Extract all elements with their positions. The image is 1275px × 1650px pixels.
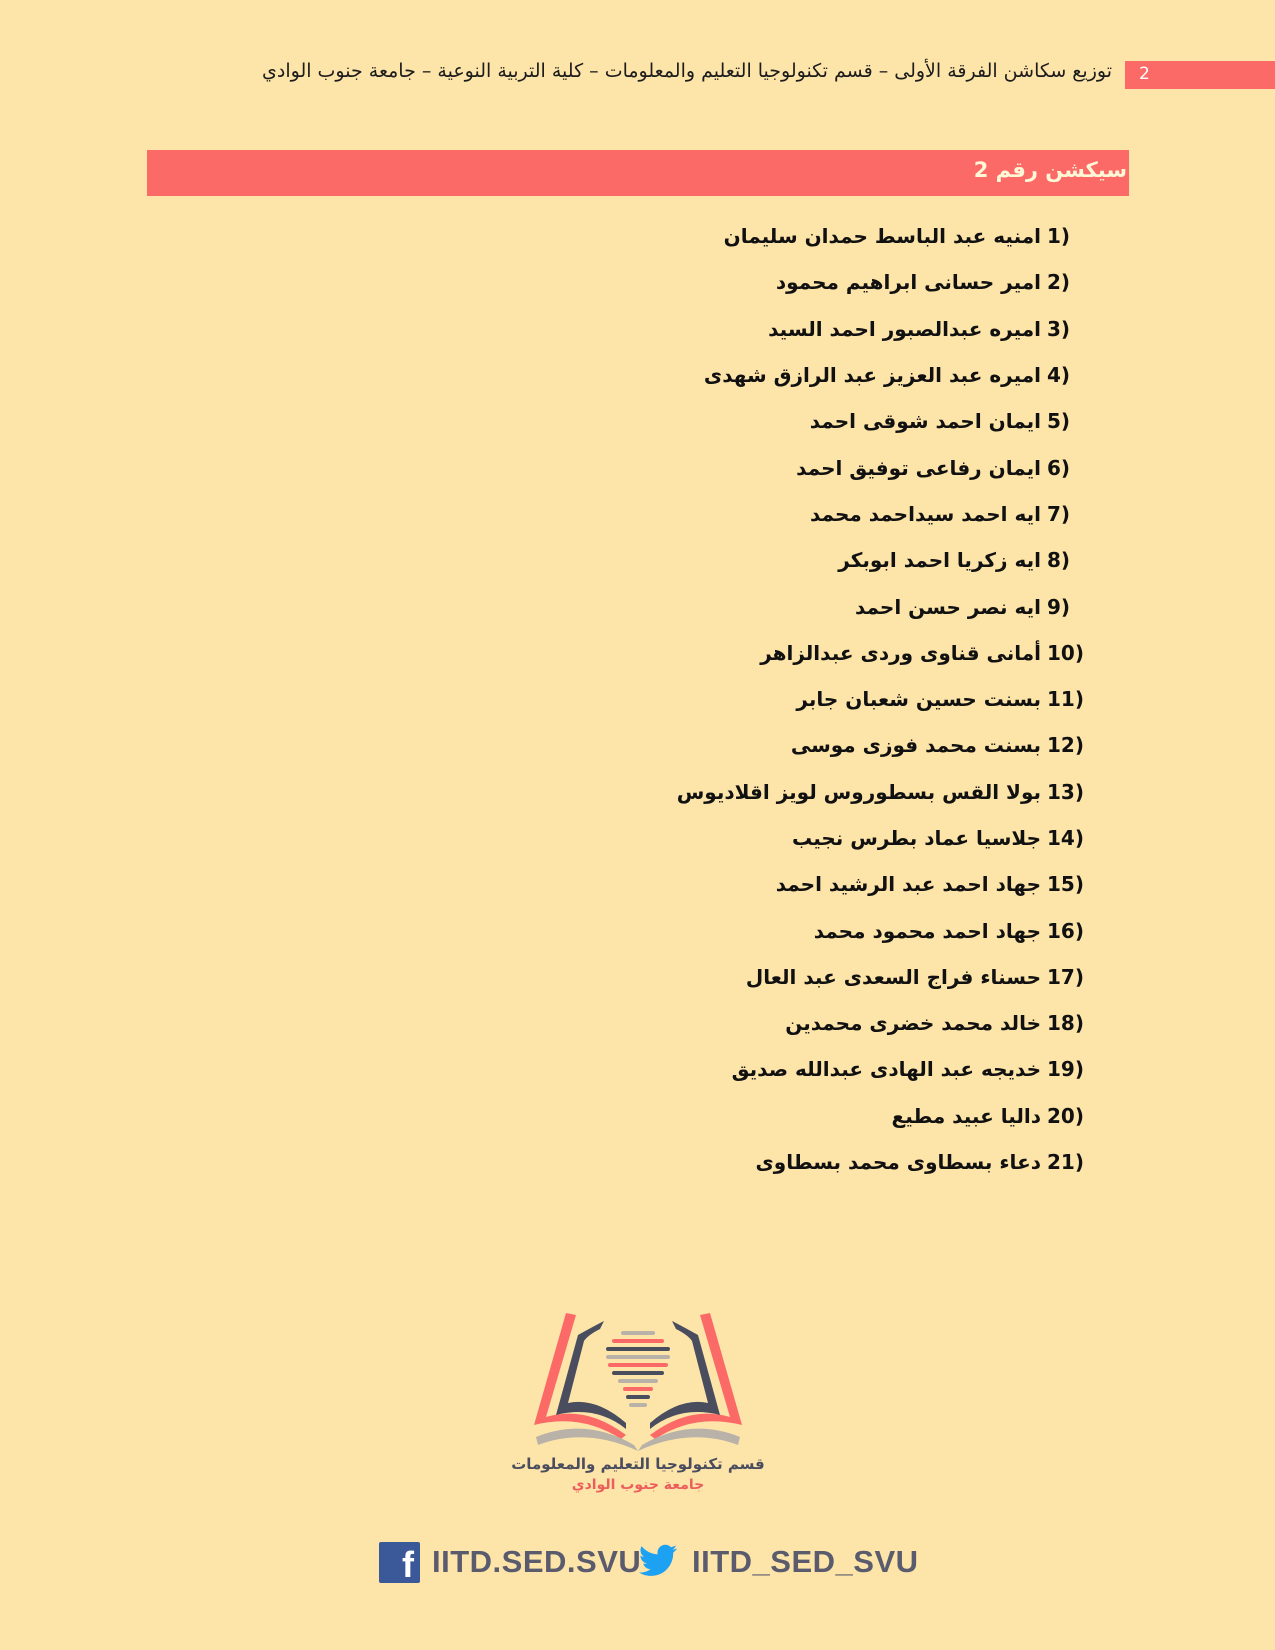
student-name: ايه نصر حسن احمد (854, 594, 1041, 619)
student-name: امير حسانى ابراهيم محمود (775, 270, 1041, 295)
student-number: 4) (1047, 363, 1071, 388)
twitter-icon (638, 1544, 678, 1580)
student-number: 12) (1047, 733, 1084, 758)
student-row (289, 537, 1089, 583)
page-number: 2 (1139, 64, 1150, 84)
student-row (289, 815, 1089, 861)
student-number: 11) (1047, 687, 1084, 712)
student-number: 14) (1047, 826, 1084, 850)
student-row (289, 1046, 1089, 1092)
student-number: 16) (1047, 918, 1084, 943)
student-row (289, 444, 1089, 490)
page-number-bar (1125, 61, 1275, 89)
student-number: 9) (1047, 594, 1071, 619)
student-row (289, 1139, 1089, 1185)
student-name: امنيه عبد الباسط حمدان سليمان (723, 224, 1041, 249)
student-name: اميره عبد العزيز عبد الرازق شهدى (703, 363, 1041, 388)
student-row (289, 1000, 1089, 1046)
student-name: خديجه عبد الهادى عبدالله صديق (731, 1057, 1041, 1082)
student-row (289, 213, 1089, 259)
student-row (289, 398, 1089, 444)
student-row (289, 583, 1089, 629)
student-number: 8) (1047, 548, 1071, 573)
student-number: 1) (1047, 224, 1071, 249)
student-number: 18) (1047, 1011, 1084, 1036)
student-number: 5) (1047, 409, 1071, 434)
student-row (289, 630, 1089, 676)
student-name: أمانى قناوى وردى عبدالزاهر (760, 640, 1041, 665)
student-list (289, 213, 1089, 1185)
twitter-handle: IITD_SED_SVU (692, 1544, 919, 1579)
student-name: جلاسيا عماد بطرس نجيب (792, 826, 1041, 850)
student-row (289, 722, 1089, 768)
department-logo (510, 1305, 766, 1505)
student-number: 7) (1047, 501, 1071, 526)
student-row (289, 954, 1089, 1000)
student-number: 10) (1047, 640, 1084, 665)
student-name: بسنت محمد فوزى موسى (790, 733, 1041, 758)
student-number: 17) (1047, 964, 1084, 989)
facebook-handle: IITD.SED.SVU (432, 1544, 642, 1579)
student-name: خالد محمد خضرى محمدين (785, 1011, 1041, 1036)
student-name: ايمان احمد شوقى احمد (809, 409, 1041, 434)
section-banner (147, 150, 1129, 196)
student-row (289, 769, 1089, 815)
student-number: 19) (1047, 1057, 1084, 1082)
student-number: 21) (1047, 1150, 1084, 1175)
student-number: 13) (1047, 779, 1084, 804)
student-row (289, 491, 1089, 537)
student-row (289, 907, 1089, 953)
student-row (289, 306, 1089, 352)
student-row (289, 1093, 1089, 1139)
student-name: داليا عبيد مطيع (891, 1103, 1041, 1128)
logo-university-name: جامعة جنوب الوادي (571, 1477, 705, 1493)
student-row (289, 352, 1089, 398)
student-name: بسنت حسين شعبان جابر (796, 687, 1041, 712)
student-name: ايه احمد سيداحمد محمد (810, 501, 1041, 526)
student-name: بولا القس بسطوروس لويز اقلاديوس (676, 779, 1041, 804)
student-name: جهاد احمد عبد الرشيد احمد (775, 872, 1041, 897)
student-number: 6) (1047, 455, 1071, 480)
section-title: سيكشن رقم 2 (973, 158, 1127, 182)
student-number: 20) (1047, 1103, 1084, 1128)
facebook-icon: f (379, 1542, 420, 1583)
student-number: 2) (1047, 270, 1071, 295)
student-name: اميره عبدالصبور احمد السيد (768, 316, 1041, 341)
page-header-title: توزيع سكاشن الفرقة الأولى – قسم تكنولوجيا التعليم والمعلومات – كلية التربية النوعية – جامعة جنوب الوادي (262, 60, 1112, 82)
student-name: جهاد احمد محمود محمد (813, 918, 1041, 943)
student-name: دعاء بسطاوى محمد بسطاوى (755, 1150, 1041, 1175)
student-row (289, 676, 1089, 722)
twitter-link[interactable] (638, 1540, 919, 1584)
student-row (289, 259, 1089, 305)
student-name: ايمان رفاعى توفيق احمد (796, 455, 1041, 480)
student-name: حسناء فراج السعدى عبد العال (745, 964, 1041, 989)
logo-department-name: قسم تكنولوجيا التعليم والمعلومات (511, 1455, 765, 1473)
facebook-link[interactable] (379, 1540, 641, 1584)
student-name: ايه زكريا احمد ابوبكر (838, 548, 1041, 573)
student-number: 15) (1047, 872, 1084, 897)
open-book-lightbulb-icon (526, 1305, 750, 1455)
student-number: 3) (1047, 316, 1071, 341)
student-row (289, 861, 1089, 907)
